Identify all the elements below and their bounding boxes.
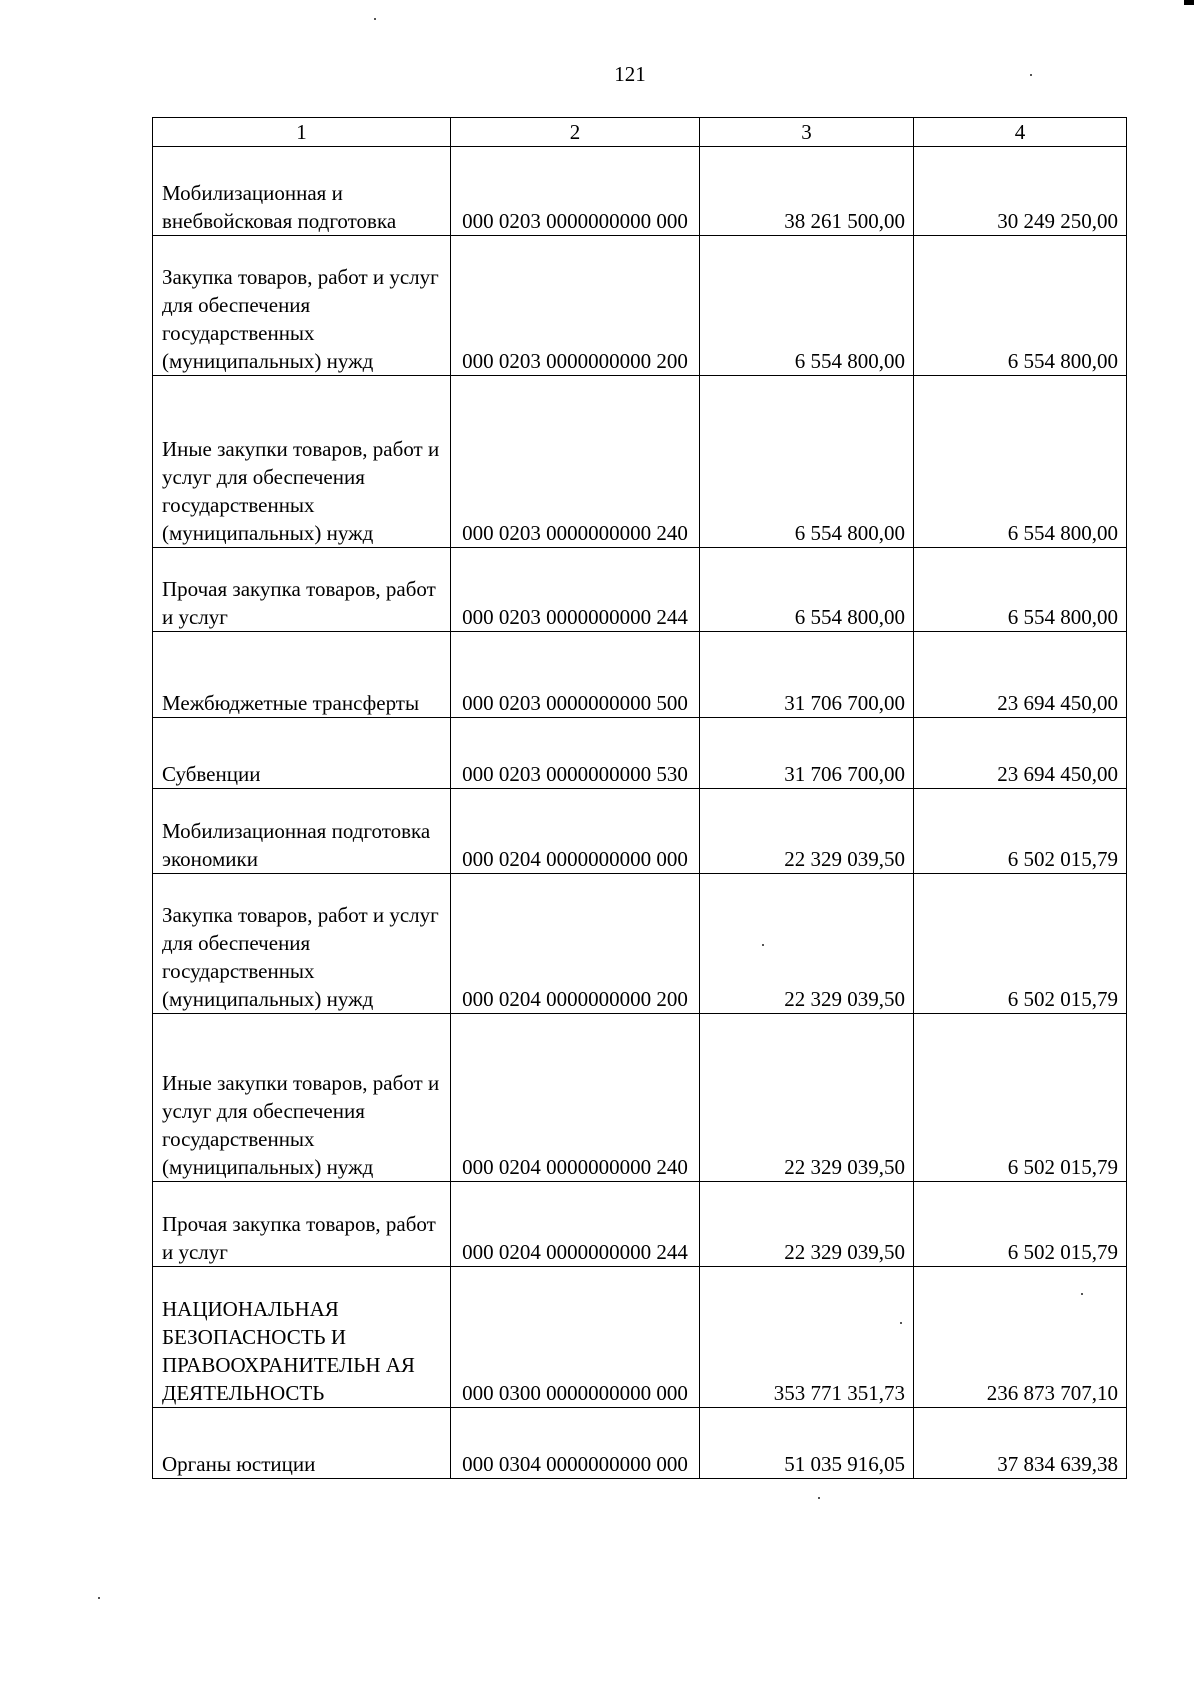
row-value-3-cell: 51 035 916,05 <box>700 1408 914 1479</box>
table-row <box>153 548 1127 632</box>
row-name-cell: Субвенции <box>153 718 451 789</box>
row-value-4-cell: 6 554 800,00 <box>914 548 1127 632</box>
row-value-4-cell: 6 554 800,00 <box>914 376 1127 548</box>
row-value-3-cell: 31 706 700,00 <box>700 718 914 789</box>
row-value-3-cell: 22 329 039,50 <box>700 874 914 1014</box>
row-name-cell: Мобилизационная и внебвойсковая подготовка <box>153 147 451 236</box>
table-row <box>153 1014 1127 1182</box>
column-header: 2 <box>451 118 700 147</box>
row-code-cell: 000 0304 0000000000 000 <box>451 1408 700 1479</box>
row-value-3-cell: 6 554 800,00 <box>700 376 914 548</box>
table-row <box>153 874 1127 1014</box>
row-code-cell: 000 0204 0000000000 240 <box>451 1014 700 1182</box>
row-name-cell: Прочая закупка товаров, работ и услуг <box>153 548 451 632</box>
row-code-cell: 000 0300 0000000000 000 <box>451 1267 700 1408</box>
table-row <box>153 1408 1127 1479</box>
column-header: 4 <box>914 118 1127 147</box>
row-value-4-cell: 23 694 450,00 <box>914 718 1127 789</box>
row-value-3-cell: 6 554 800,00 <box>700 236 914 376</box>
row-code-cell: 000 0204 0000000000 200 <box>451 874 700 1014</box>
row-value-4-cell: 37 834 639,38 <box>914 1408 1127 1479</box>
row-name-cell: Межбюджетные трансферты <box>153 632 451 718</box>
row-value-3-cell: 22 329 039,50 <box>700 1014 914 1182</box>
row-value-3-cell: 22 329 039,50 <box>700 1182 914 1267</box>
table-header-row <box>153 118 1127 147</box>
row-name-cell: Прочая закупка товаров, работ и услуг <box>153 1182 451 1267</box>
row-value-4-cell: 6 502 015,79 <box>914 789 1127 874</box>
row-name-cell: Иные закупки товаров, работ и услуг для обеспечения государственных (муниципальных) нужд <box>153 1014 451 1182</box>
row-code-cell: 000 0204 0000000000 000 <box>451 789 700 874</box>
row-value-4-cell: 6 554 800,00 <box>914 236 1127 376</box>
page-number: 121 <box>614 62 646 86</box>
row-code-cell: 000 0203 0000000000 500 <box>451 632 700 718</box>
scan-speck <box>98 1597 100 1599</box>
row-code-cell: 000 0204 0000000000 244 <box>451 1182 700 1267</box>
scan-speck <box>818 1497 820 1499</box>
row-value-3-cell: 22 329 039,50 <box>700 789 914 874</box>
scan-speck <box>374 18 376 20</box>
row-value-4-cell: 6 502 015,79 <box>914 1014 1127 1182</box>
row-name-cell: Иные закупки товаров, работ и услуг для обеспечения государственных (муниципальных) нужд <box>153 376 451 548</box>
row-value-3-cell: 353 771 351,73 <box>700 1267 914 1408</box>
budget-table <box>152 117 1127 1479</box>
row-name-cell: Мобилизационная подготовка экономики <box>153 789 451 874</box>
table-row <box>153 236 1127 376</box>
scan-edge-mark <box>1184 0 1194 5</box>
table-row <box>153 1182 1127 1267</box>
row-value-3-cell: 31 706 700,00 <box>700 632 914 718</box>
row-code-cell: 000 0203 0000000000 200 <box>451 236 700 376</box>
row-name-cell: Органы юстиции <box>153 1408 451 1479</box>
row-code-cell: 000 0203 0000000000 000 <box>451 147 700 236</box>
row-code-cell: 000 0203 0000000000 530 <box>451 718 700 789</box>
row-code-cell: 000 0203 0000000000 240 <box>451 376 700 548</box>
table-row <box>153 376 1127 548</box>
row-value-4-cell: 30 249 250,00 <box>914 147 1127 236</box>
row-name-cell: Закупка товаров, работ и услуг для обеспечения государственных (муниципальных) нужд <box>153 874 451 1014</box>
row-value-4-cell: 6 502 015,79 <box>914 1182 1127 1267</box>
row-name-cell: НАЦИОНАЛЬНАЯ БЕЗОПАСНОСТЬ И ПРАВООХРАНИТЕЛЬН АЯ ДЕЯТЕЛЬНОСТЬ <box>153 1267 451 1408</box>
table-row <box>153 1267 1127 1408</box>
row-value-4-cell: 6 502 015,79 <box>914 874 1127 1014</box>
row-value-4-cell: 23 694 450,00 <box>914 632 1127 718</box>
column-header: 1 <box>153 118 451 147</box>
table-row <box>153 718 1127 789</box>
row-value-3-cell: 38 261 500,00 <box>700 147 914 236</box>
column-header: 3 <box>700 118 914 147</box>
table-row <box>153 147 1127 236</box>
row-value-3-cell: 6 554 800,00 <box>700 548 914 632</box>
table-row <box>153 632 1127 718</box>
row-value-4-cell: 236 873 707,10 <box>914 1267 1127 1408</box>
row-code-cell: 000 0203 0000000000 244 <box>451 548 700 632</box>
table-row <box>153 789 1127 874</box>
row-name-cell: Закупка товаров, работ и услуг для обеспечения государственных (муниципальных) нужд <box>153 236 451 376</box>
scan-speck <box>1030 74 1032 76</box>
